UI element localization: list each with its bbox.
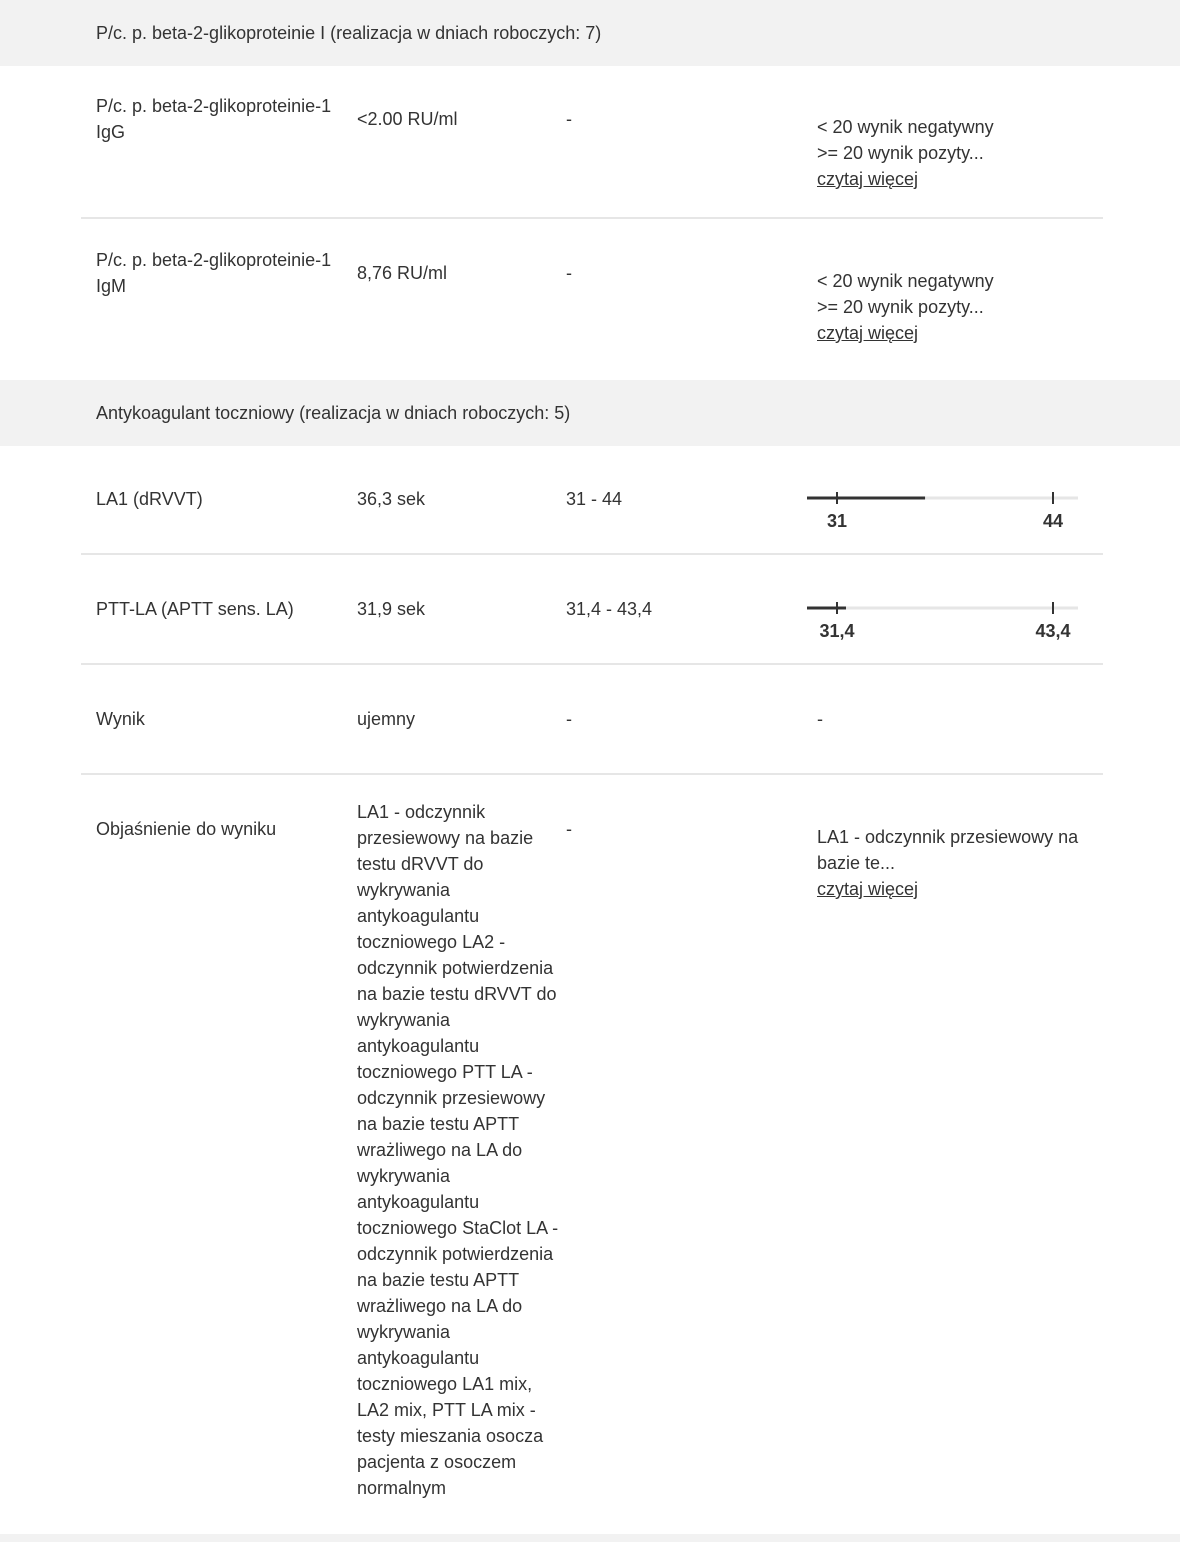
explanation-line: na bazie testu APTT	[357, 1270, 520, 1290]
test-value: ujemny	[357, 709, 416, 729]
explanation-line: na bazie testu APTT	[357, 1114, 520, 1134]
norm-description	[817, 824, 1097, 902]
explanation-line: przesiewowy na bazie	[357, 828, 534, 848]
row-divider	[81, 553, 1103, 555]
row-divider	[81, 217, 1103, 219]
explanation-line: toczniowego LA2 -	[357, 932, 506, 952]
test-name: Wynik	[96, 709, 145, 729]
explanation-line: wrażliwego na LA do	[357, 1296, 523, 1316]
explanation-line: normalnym	[357, 1478, 447, 1498]
norm-description	[817, 268, 1097, 346]
explanation-line: odczynnik potwierdzenia	[357, 1244, 554, 1264]
explanation-line: LA1 - odczynnik	[357, 802, 486, 822]
norm-description	[817, 114, 1097, 192]
range-gauge-svg	[807, 486, 1079, 536]
reference-range: -	[566, 263, 572, 283]
gauge-max-label: 44	[1042, 511, 1064, 531]
explanation-line: wrażliwego na LA do	[357, 1140, 523, 1160]
reference-range: -	[566, 709, 572, 729]
reference-range: -	[566, 819, 572, 839]
explanation-line: toczniowego LA1 mix,	[357, 1374, 533, 1394]
read-more-link[interactable]: czytaj więcej	[817, 323, 919, 343]
norm-line: bazie te...	[817, 853, 896, 873]
read-more-link[interactable]: czytaj więcej	[817, 879, 919, 899]
explanation-line: wykrywania	[357, 1010, 451, 1030]
table-row	[0, 666, 1180, 774]
explanation-line: na bazie testu dRVVT do	[357, 984, 557, 1004]
norm-line: < 20 wynik negatywny	[817, 117, 994, 137]
section-header-next	[0, 1534, 1180, 1542]
test-name: P/c. p. beta-2-glikoproteinie-1 IgG	[96, 96, 332, 142]
explanation-line: LA2 mix, PTT LA mix -	[357, 1400, 536, 1420]
section-title: Antykoagulant toczniowy (realizacja w dniach roboczych: 5)	[96, 403, 571, 423]
section-header-beta2	[0, 0, 1180, 66]
read-more-link[interactable]: czytaj więcej	[817, 169, 919, 189]
test-value: 8,76 RU/ml	[357, 263, 448, 283]
explanation-line: antykoagulantu	[357, 906, 480, 926]
norm-description: -	[817, 709, 823, 729]
explanation-line: wykrywania	[357, 1322, 451, 1342]
table-row	[0, 556, 1180, 664]
norm-line: >= 20 wynik pozyty...	[817, 297, 984, 317]
test-value-explanation	[357, 799, 562, 1501]
explanation-line: odczynnik przesiewowy	[357, 1088, 546, 1108]
gauge-min-label: 31	[826, 511, 848, 531]
table-row	[0, 66, 1180, 218]
table-row	[0, 776, 1180, 1534]
explanation-line: antykoagulantu	[357, 1348, 480, 1368]
test-value: 36,3 sek	[357, 489, 426, 509]
reference-range: 31,4 - 43,4	[566, 599, 653, 619]
test-name: P/c. p. beta-2-glikoproteinie-1 IgM	[96, 250, 332, 296]
row-divider	[81, 663, 1103, 665]
explanation-line: toczniowego PTT LA -	[357, 1062, 533, 1082]
explanation-line: wykrywania	[357, 880, 451, 900]
section-title: P/c. p. beta-2-glikoproteinie I (realizacja w dniach roboczych: 7)	[96, 23, 602, 43]
norm-line: < 20 wynik negatywny	[817, 271, 994, 291]
norm-line: LA1 - odczynnik przesiewowy na	[817, 827, 1079, 847]
norm-line: >= 20 wynik pozyty...	[817, 143, 984, 163]
explanation-line: wykrywania	[357, 1166, 451, 1186]
range-gauge	[807, 596, 1079, 646]
range-gauge-svg	[807, 596, 1079, 646]
gauge-max-label: 43,4	[1035, 621, 1071, 641]
reference-range: 31 - 44	[566, 489, 623, 509]
table-row	[0, 220, 1180, 380]
test-name: LA1 (dRVVT)	[96, 489, 203, 509]
gauge-min-label: 31,4	[819, 621, 855, 641]
test-name: PTT-LA (APTT sens. LA)	[96, 599, 294, 619]
table-row	[0, 446, 1180, 554]
explanation-line: antykoagulantu	[357, 1192, 480, 1212]
reference-range: -	[566, 109, 572, 129]
range-gauge	[807, 486, 1079, 536]
explanation-line: odczynnik potwierdzenia	[357, 958, 554, 978]
test-value: <2.00 RU/ml	[357, 109, 458, 129]
explanation-line: antykoagulantu	[357, 1036, 480, 1056]
explanation-line: testu dRVVT do	[357, 854, 484, 874]
test-name: Objaśnienie do wyniku	[96, 819, 277, 839]
test-value: 31,9 sek	[357, 599, 426, 619]
explanation-line: pacjenta z osoczem	[357, 1452, 517, 1472]
row-divider	[81, 773, 1103, 775]
explanation-line: testy mieszania osocza	[357, 1426, 544, 1446]
explanation-line: toczniowego StaClot LA -	[357, 1218, 559, 1238]
section-header-lupus-anticoagulant	[0, 380, 1180, 446]
